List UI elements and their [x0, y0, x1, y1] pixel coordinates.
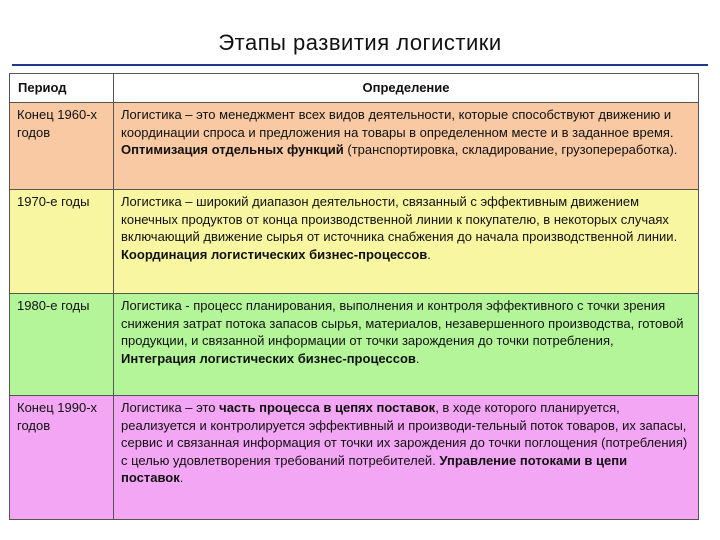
- definition-text: .: [415, 350, 420, 366]
- definition-text: Логистика – широкий диапазон деятельности, связанный с эффективным движением конечных продуктов от конца производственной линии к покупателю, в некоторых случаях включающий движение сырья от источника снабжения до начала производственной линии.: [121, 194, 678, 244]
- table-row: [10, 294, 699, 396]
- period-cell: 1970-е годы: [10, 190, 114, 294]
- definition-text: , в ходе которого планируется, реализуется и контролируется эффективный и производи-тельный поток товаров, их запасы, сервис и связанная информация от точки их зарождения до точки поглощения (потребления) с целью удовлетворения требований потребителей.: [121, 400, 688, 468]
- definition-cell: [114, 294, 699, 396]
- definition-highlight: Координация логистических бизнес-процессов: [121, 246, 428, 262]
- definition-text: .: [427, 246, 431, 262]
- period-cell: Конец 1990-х годов: [10, 396, 114, 520]
- header-period: Период: [10, 74, 114, 103]
- definition-text: .: [179, 470, 184, 485]
- definition-text: (транспортировка, складирование, грузопереработка).: [343, 142, 678, 157]
- header-definition: Определение: [114, 74, 699, 103]
- definition-cell: [114, 396, 699, 520]
- definition-text: Логистика – это: [121, 400, 220, 415]
- definition-highlight: Управление потоками в цепи поставок: [121, 452, 628, 485]
- definition-highlight: Интеграция логистических бизнес-процессов: [121, 350, 416, 366]
- title-underline: [12, 64, 708, 66]
- period-cell: 1980-е годы: [10, 294, 114, 396]
- definition-cell: [114, 103, 699, 190]
- period-cell: Конец 1960-х годов: [10, 103, 114, 190]
- definition-highlight: Оптимизация отдельных функций: [121, 142, 344, 157]
- definition-cell: [114, 190, 699, 294]
- definition-highlight: часть процесса в цепях поставок: [219, 400, 436, 415]
- page-title: Этапы развития логистики: [218, 30, 502, 55]
- definition-text: Логистика - процесс планирования, выполнения и контроля эффективного с точки зрения снижения затрат потока запасов сырья, материалов, незавершенного производства, готовой продукции, и связанной информации от точки зарождения до точки потребления,: [121, 298, 684, 348]
- logistics-stages-table: [9, 73, 699, 520]
- table-row: [10, 103, 699, 190]
- table-row: [10, 396, 699, 520]
- definition-text: Логистика – это менеджмент всех видов деятельности, которые способствуют движению и координации спроса и предложения на товары в определенном месте и в заданное время.: [121, 107, 674, 140]
- table-header-row: [10, 74, 699, 103]
- table-row: [10, 190, 699, 294]
